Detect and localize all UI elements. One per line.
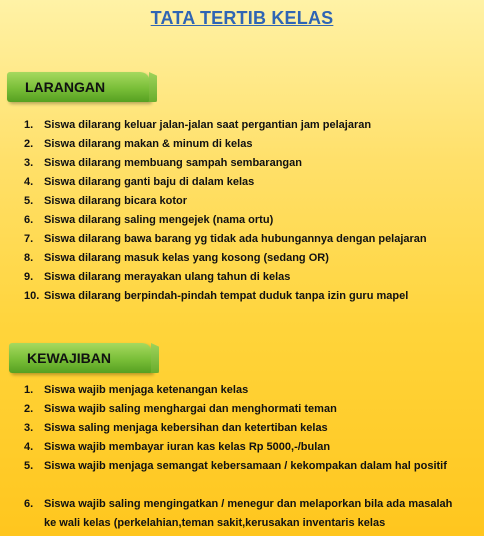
list-text: Siswa wajib membayar iuran kas kelas Rp 5000,-/bulan [44, 441, 331, 453]
list-item [24, 173, 474, 192]
list-item [24, 438, 474, 457]
list-text: Siswa dilarang makan & minum di kelas [44, 138, 253, 150]
list-item [24, 249, 474, 268]
list-item [24, 135, 474, 154]
list-number: 4. [24, 441, 34, 453]
list-item [24, 116, 474, 135]
list-text: Siswa wajib menjaga ketenangan kelas [44, 384, 249, 396]
larangan-header-label: LARANGAN [25, 79, 106, 95]
list-text: Siswa wajib saling mengingatkan / menegur dan melaporkan bila ada masalah ke wali kelas (perkelahian,teman sakit,kerusakan inventaris kelas [44, 498, 453, 529]
list-number: 7. [24, 233, 34, 245]
list-number: 6. [24, 498, 34, 510]
kewajiban-header [9, 343, 152, 373]
list-item [24, 457, 474, 495]
list-number: 10. [24, 290, 40, 302]
list-text: Siswa saling menjaga kebersihan dan ketertiban kelas [44, 422, 328, 434]
list-item [24, 211, 474, 230]
list-text: Siswa dilarang bicara kotor [44, 195, 188, 207]
list-text: Siswa dilarang ganti baju di dalam kelas [44, 176, 255, 188]
list-text: Siswa wajib menjaga semangat kebersamaan / kekompakan dalam hal positif [44, 460, 447, 472]
larangan-list [24, 116, 474, 306]
list-number: 2. [24, 138, 34, 150]
list-item [24, 154, 474, 173]
list-text: Siswa dilarang masuk kelas yang kosong (sedang OR) [44, 252, 329, 264]
list-text: Siswa dilarang merayakan ulang tahun di kelas [44, 271, 291, 283]
kewajiban-header-label: KEWAJIBAN [27, 350, 112, 366]
list-item [24, 192, 474, 211]
list-text: Siswa dilarang saling mengejek (nama ortu) [44, 214, 274, 226]
list-text: Siswa dilarang keluar jalan-jalan saat pergantian jam pelajaran [44, 119, 372, 131]
list-item [24, 419, 474, 438]
list-text: Siswa dilarang berpindah-pindah tempat duduk tanpa izin guru mapel [44, 290, 409, 302]
larangan-header [7, 72, 150, 102]
list-item [24, 268, 474, 287]
list-number: 1. [24, 384, 34, 396]
page-title: TATA TERTIB KELAS [150, 8, 334, 28]
list-number: 5. [24, 195, 34, 207]
list-number: 4. [24, 176, 34, 188]
list-number: 8. [24, 252, 34, 264]
list-text: Siswa dilarang bawa barang yg tidak ada hubungannya dengan pelajaran [44, 233, 427, 245]
list-item [24, 495, 474, 533]
list-number: 9. [24, 271, 34, 283]
list-number: 5. [24, 460, 34, 472]
list-text: Siswa dilarang membuang sampah sembarangan [44, 157, 302, 169]
list-number: 6. [24, 214, 34, 226]
list-number: 2. [24, 403, 34, 415]
list-item [24, 230, 474, 249]
list-number: 3. [24, 422, 34, 434]
list-text: Siswa wajib saling menghargai dan menghormati teman [44, 403, 337, 415]
list-item [24, 287, 474, 306]
kewajiban-list [24, 381, 474, 533]
list-number: 1. [24, 119, 34, 131]
list-number: 3. [24, 157, 34, 169]
list-item [24, 400, 474, 419]
list-item [24, 381, 474, 400]
